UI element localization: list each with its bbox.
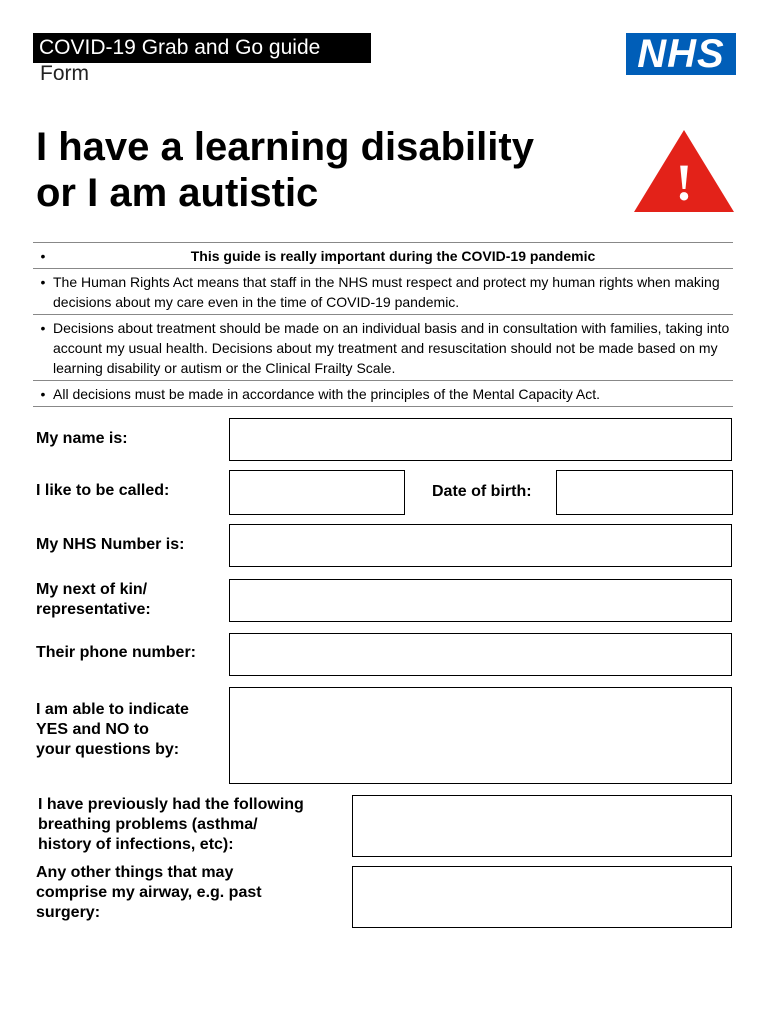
page-title-line2: or I am autistic [36,171,319,215]
nhs-number-field[interactable] [229,524,732,567]
dob-field[interactable] [556,470,733,515]
page-title [36,124,534,216]
next-of-kin-label: My next of kin/ representative: [36,581,151,618]
bullet-heading-row: • This guide is really important during the COVID-19 pandemic [33,242,733,268]
airway-field[interactable] [352,866,732,928]
bullet-item: • Decisions about treatment should be made on an individual basis and in consultation with families, taking into account my usual health. Decisions about my treatment and resuscitation should not be made based on my learning disability or autism or the Clinical Frailty Scale. [33,314,733,380]
guide-bullets [33,242,733,407]
form-subtitle: Form [40,62,89,85]
name-field[interactable] [229,418,732,461]
next-of-kin-field[interactable] [229,579,732,622]
phone-label: Their phone number: [36,644,196,661]
breathing-field[interactable] [352,795,732,857]
yes-no-field[interactable] [229,687,732,784]
name-label: My name is: [36,430,128,447]
called-field[interactable] [229,470,405,515]
dob-label: Date of birth: [432,483,532,500]
breathing-label: I have previously had the following breathing problems (asthma/ history of infections, etc): [38,796,304,853]
bullet-item: • The Human Rights Act means that staff in the NHS must respect and protect my human rights when making decisions about my care even in the time of COVID-19 pandemic. [33,268,733,314]
page-title-line1: I have a learning disability [36,125,534,169]
bullet-heading: This guide is really important during the COVID-19 pandemic [190,248,596,264]
warning-triangle-icon [633,128,735,214]
guide-title: COVID-19 Grab and Go guide [33,33,371,63]
phone-field[interactable] [229,633,732,676]
airway-label: Any other things that may comprise my airway, e.g. past surgery: [36,864,262,921]
bullet-item: • All decisions must be made in accordance with the principles of the Mental Capacity Act. [33,380,733,407]
warning-mark: ! [675,155,693,212]
called-label: I like to be called: [36,482,170,499]
nhs-number-label: My NHS Number is: [36,536,185,553]
nhs-logo-text: NHS [637,31,725,76]
bullet-text: All decisions must be made in accordance with the principles of the Mental Capacity Act. [53,386,601,402]
yes-no-label: I am able to indicate YES and NO to your questions by: [36,701,189,758]
bullet-text: The Human Rights Act means that staff in the NHS must respect and protect my human rights when making decisions about my care even in the time of COVID-19 pandemic. [53,274,720,310]
nhs-logo [626,33,736,75]
bullet-text: Decisions about treatment should be made on an individual basis and in consultation with families, taking into account my usual health. Decisions about my treatment and resuscitation should not be made based on my learning disability or autism or the Clinical Frailty Scale. [53,320,730,376]
